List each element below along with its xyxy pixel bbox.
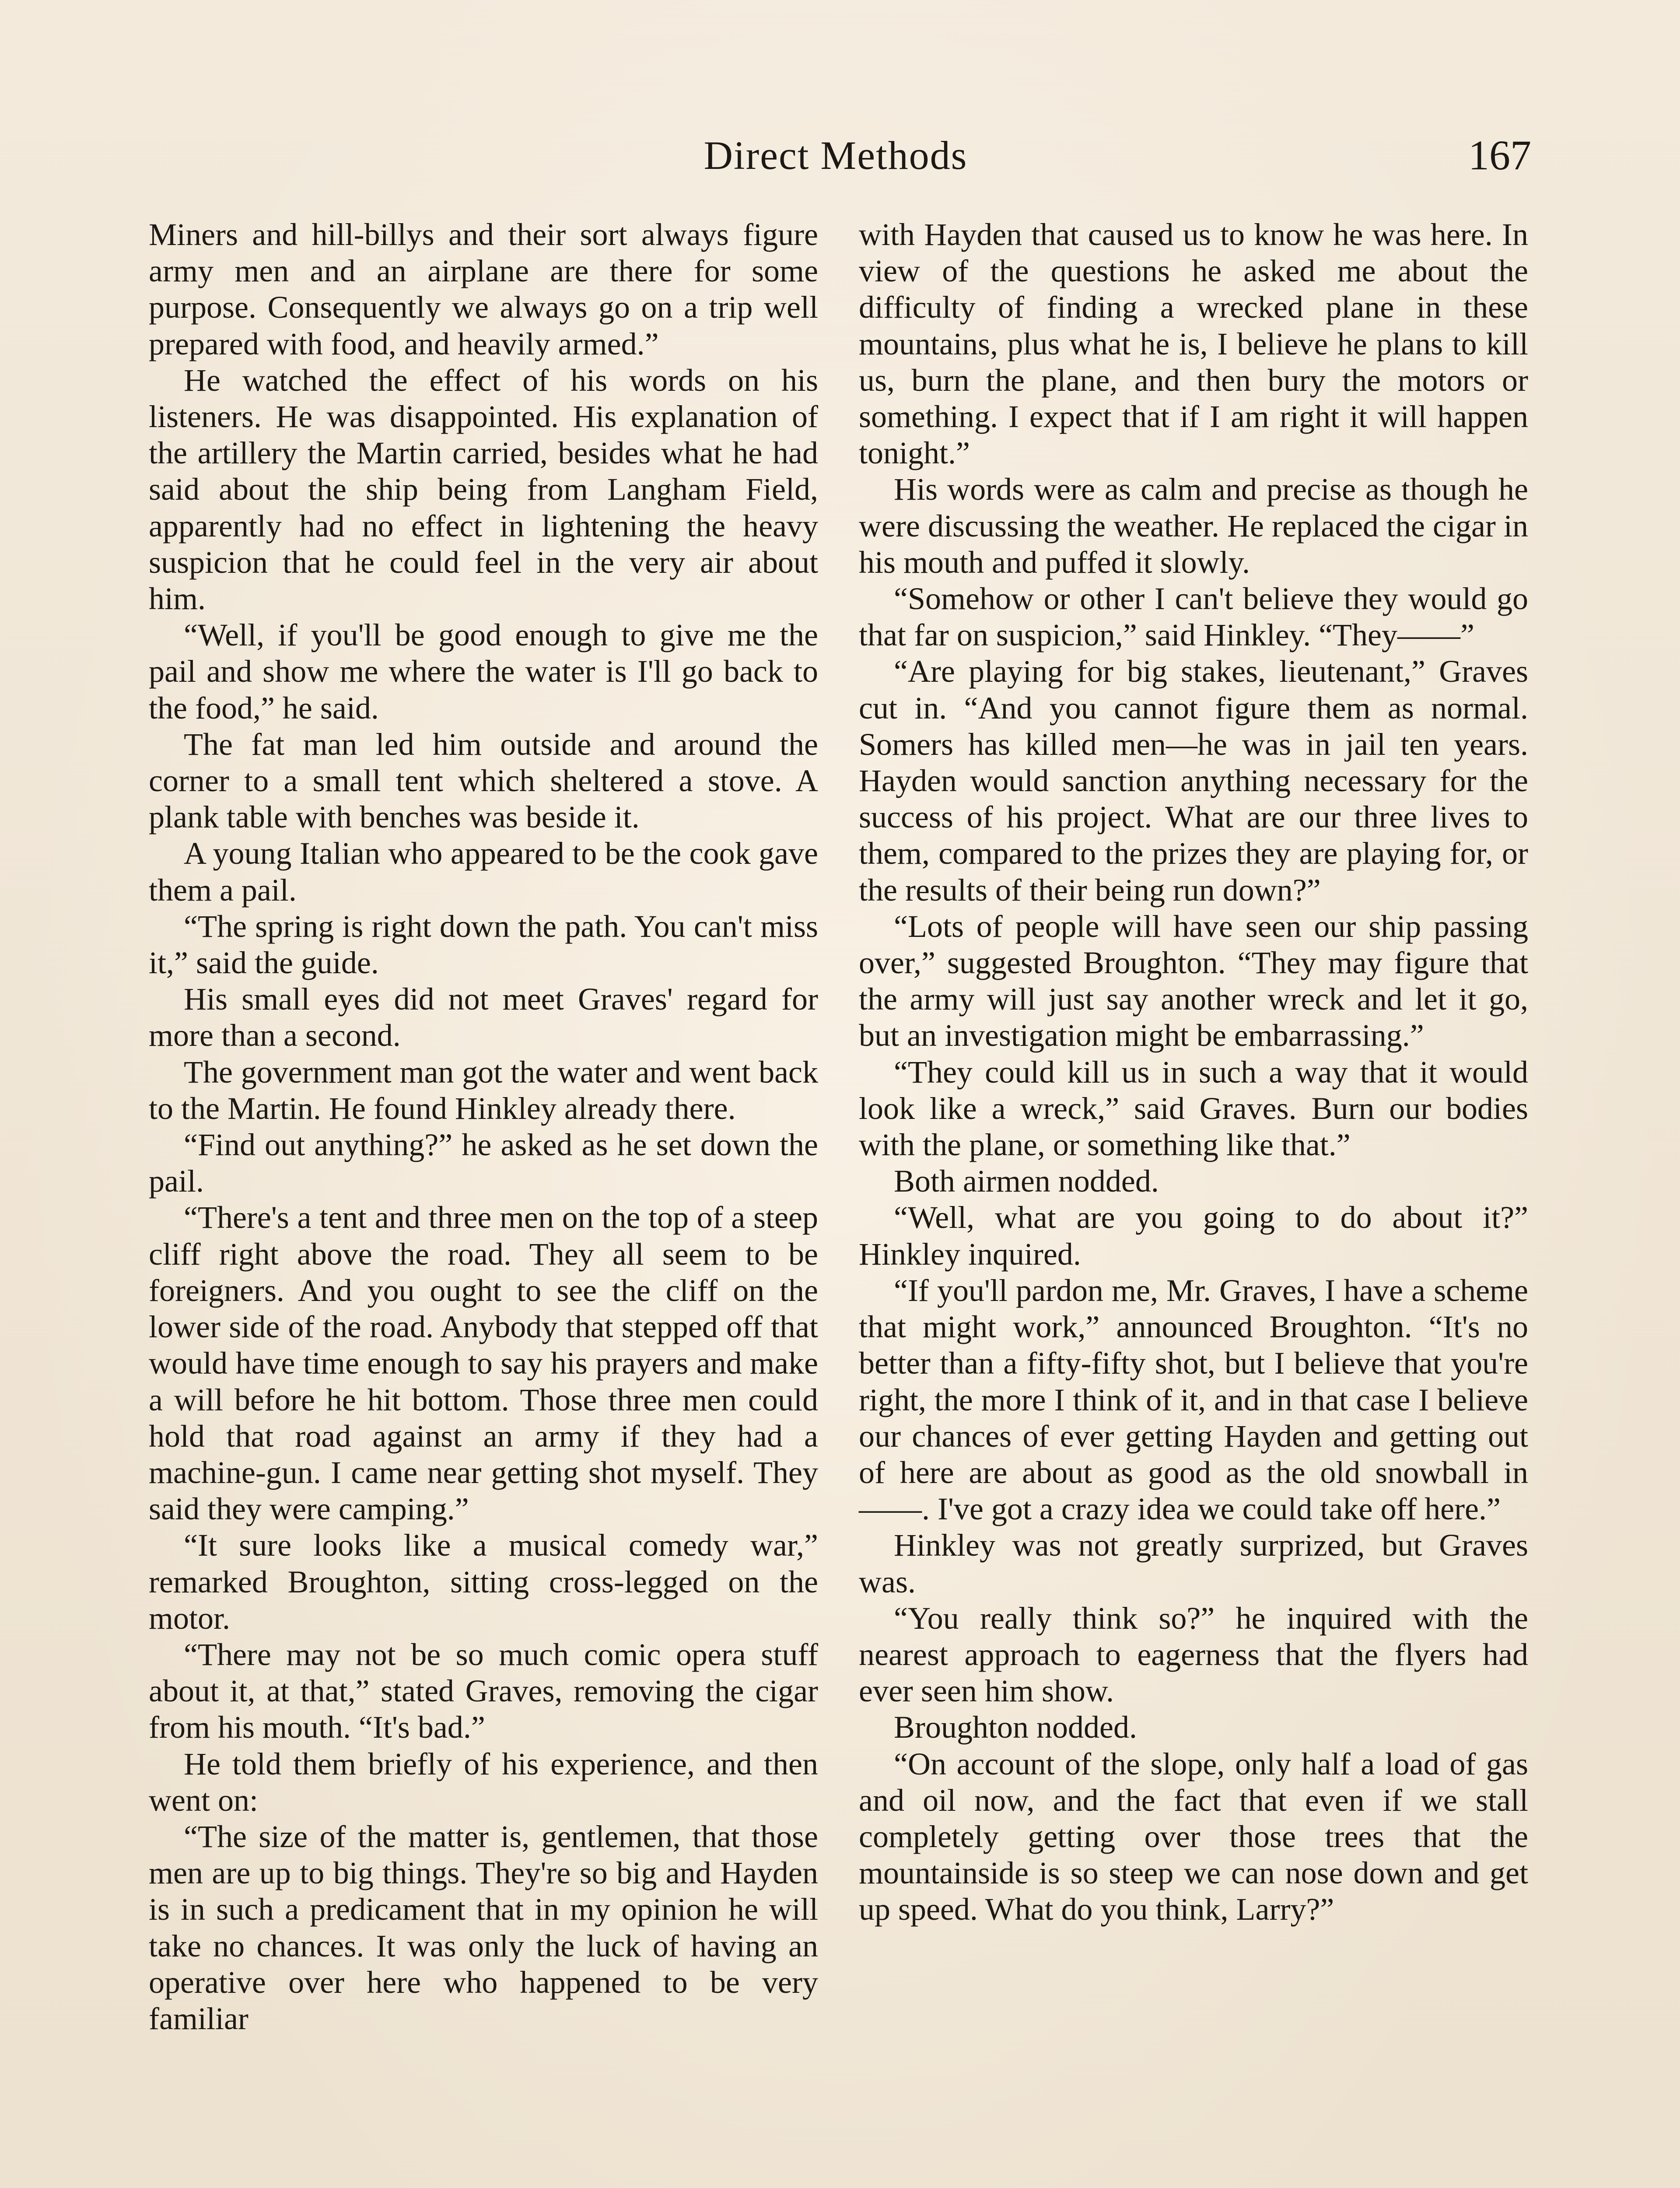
paragraph: “Well, if you'll be good enough to give me the pail and show me where the water is I'll go back to the food,” he said. (149, 617, 818, 726)
right-text-column (859, 217, 1528, 1928)
paragraph: “Find out anything?” he asked as he set down the pail. (149, 1127, 818, 1199)
paragraph: “They could kill us in such a way that it would look like a wreck,” said Graves. Burn our bodies with the plane, or something like that.” (859, 1054, 1528, 1163)
paragraph: “Somehow or other I can't believe they would go that far on suspicion,” said Hinkley. “They——” (859, 581, 1528, 653)
paragraph: Hinkley was not greatly surprized, but Graves was. (859, 1528, 1528, 1599)
paragraph: A young Italian who appeared to be the cook gave them a pail. (149, 836, 818, 908)
paragraph: The fat man led him outside and around the corner to a small tent which sheltered a stove. A plank table with benches was beside it. (149, 726, 818, 835)
page-header (144, 127, 1531, 184)
paragraph: “Are playing for big stakes, lieutenant,” Graves cut in. “And you cannot figure them as normal. Somers has killed men—he was in jail ten years. Hayden would sanction anything necessary for the success of his project. What are our three lives to them, compared to the prizes they are playing for, or the results of their being run down?” (859, 654, 1528, 908)
paragraph: He watched the effect of his words on his listeners. He was disappointed. His explanation of the artillery the Martin carried, besides what he had said about the ship being from Langham Field, apparently had no effect in lightening the heavy suspicion that he could feel in the very air about him. (149, 362, 818, 617)
paragraph: “If you'll pardon me, Mr. Graves, I have a scheme that might work,” announced Broughton. “It's no better than a fifty-fifty shot, but I believe that you're right, the more I think of it, and in that case I believe our chances of ever getting Hayden and getting out of here are about as good as the old snowball in ——. I've got a crazy idea we could take off here.” (859, 1273, 1528, 1527)
paragraph: Both airmen nodded. (894, 1164, 1159, 1199)
left-text-column (149, 217, 818, 2037)
paragraph: with Hayden that caused us to know he was here. In view of the questions he asked me about the difficulty of finding a wrecked plane in these mountains, plus what he is, I believe he plans to kill us, burn the plane, and then bury the motors or something. I expect that if I am right it will happen tonight.” (859, 217, 1528, 471)
running-title: Direct Methods (704, 133, 968, 178)
paragraph: “There may not be so much comic opera stuff about it, at that,” stated Graves, removing the cigar from his mouth. “It's bad.” (149, 1637, 818, 1745)
paragraph: “The spring is right down the path. You can't miss it,” said the guide. (149, 908, 818, 981)
paragraph: “Well, what are you going to do about it?” Hinkley inquired. (859, 1200, 1528, 1272)
paragraph: His small eyes did not meet Graves' regard for more than a second. (149, 982, 818, 1053)
paragraph: “On account of the slope, only half a load of gas and oil now, and the fact that even if we stall completely getting over those trees that the mountainside is so steep we can nose down and get up speed. What do you think, Larry?” (859, 1746, 1528, 1927)
paragraph: “It sure looks like a musical comedy war,” remarked Broughton, sitting cross-legged on the motor. (149, 1528, 818, 1636)
paragraph: Broughton nodded. (894, 1710, 1137, 1745)
paragraph: “The size of the matter is, gentlemen, that those men are up to big things. They're so big and Hayden is in such a predicament that in my opinion he will take no chances. It was only the luck of having an operative over here who happened to be very familiar (149, 1819, 818, 2036)
paragraph: His words were as calm and precise as though he were discussing the weather. He replaced the cigar in his mouth and puffed it slowly. (859, 472, 1528, 580)
page-number: 167 (1468, 132, 1531, 179)
paragraph: The government man got the water and went back to the Martin. He found Hinkley already there. (149, 1054, 818, 1126)
paragraph: “You really think so?” he inquired with the nearest approach to eagerness that the flyers had ever seen him show. (859, 1600, 1528, 1709)
paragraph: Miners and hill-billys and their sort always figure army men and an airplane are there for some purpose. Consequently we always go on a trip well prepared with food, and heavily armed.” (149, 217, 818, 361)
paragraph: “Lots of people will have seen our ship passing over,” suggested Broughton. “They may figure that the army will just say another wreck and let it go, but an investigation might be embarrassing.” (859, 908, 1528, 1053)
paragraph: He told them briefly of his experience, and then went on: (149, 1746, 818, 1818)
paragraph: “There's a tent and three men on the top of a steep cliff right above the road. They all seem to be foreigners. And you ought to see the cliff on the lower side of the road. Anybody that stepped off that would have time enough to say his prayers and make a will before he hit bottom. Those three men could hold that road against an army if they had a machine-gun. I came near getting shot myself. They said they were camping.” (149, 1200, 818, 1527)
